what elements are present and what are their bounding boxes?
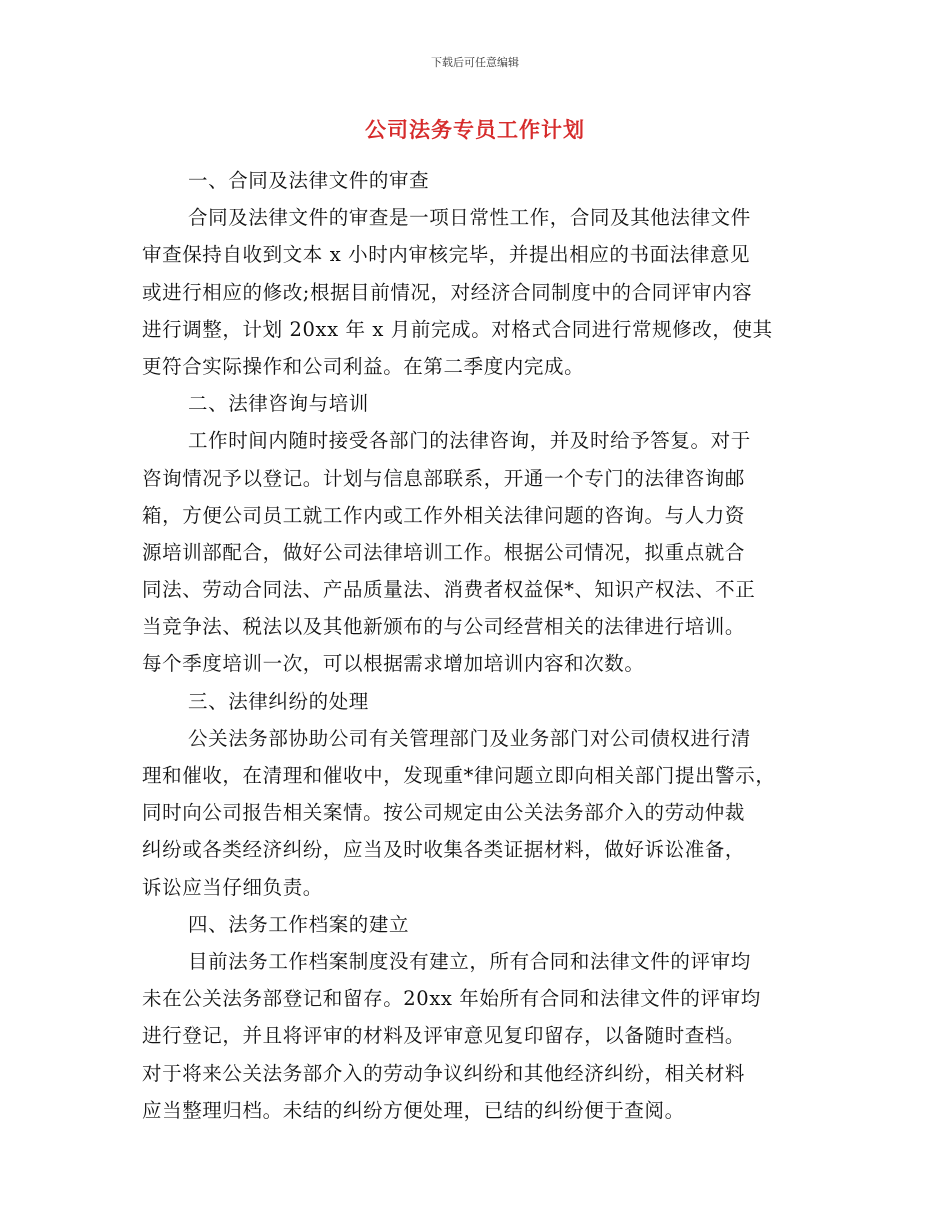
- paragraph-line: 诉讼应当仔细负责。: [142, 875, 323, 899]
- paragraph-line: 或进行相应的修改;根据目前情况，对经济合同制度中的合同评审内容: [142, 280, 753, 304]
- paragraph-line: 理和催收，在清理和催收中，发现重*律问题立即向相关部门提出警示，: [142, 764, 776, 787]
- paragraph-line: 对于将来公关法务部介入的劳动争议纠纷和其他经济纠纷，相关材料: [142, 1061, 746, 1085]
- paragraph-line: 同时向公司报告相关案情。按公司规定由公关法务部介入的劳动仲裁: [142, 801, 746, 825]
- paragraph-line: 咨询情况予以登记。计划与信息部联系，开通一个专门的法律咨询邮: [142, 466, 746, 490]
- paragraph-line: 纠纷或各类经济纠纷，应当及时收集各类证据材料，做好诉讼准备，: [142, 838, 746, 862]
- paragraph-line: 目前法务工作档案制度没有建立，所有合同和法律文件的评审均: [188, 949, 751, 973]
- paragraph-line: 应当整理归档。未结的纠纷方便处理，已结的纠纷便于查阅。: [142, 1098, 685, 1122]
- paragraph-line: 同法、劳动合同法、产品质量法、消费者权益保*、知识产权法、不正: [142, 578, 756, 602]
- paragraph-line: 进行调整，计划 20xx 年 x 月前完成。对格式合同进行常规修改，使其: [142, 317, 773, 341]
- section-heading-4: 四、法务工作档案的建立: [188, 912, 410, 936]
- paragraph-line: 源培训部配合，做好公司法律培训工作。根据公司情况，拟重点就合: [142, 540, 746, 564]
- paragraph-line: 审查保持自收到文本 x 小时内审核完毕，并提出相应的书面法律意见: [142, 243, 751, 267]
- section-heading-2: 二、法律咨询与培训: [188, 392, 369, 416]
- paragraph-line: 公关法务部协助公司有关管理部门及业务部门对公司债权进行清: [188, 726, 751, 750]
- paragraph-line: 工作时间内随时接受各部门的法律咨询，并及时给予答复。对于: [188, 429, 751, 453]
- document-title: 公司法务专员工作计划: [365, 118, 585, 142]
- paragraph-line: 进行登记，并且将评审的材料及评审意见复印留存，以备随时查档。: [142, 1024, 746, 1048]
- section-heading-1: 一、合同及法律文件的审查: [188, 169, 430, 192]
- section-heading-3: 三、法律纠纷的处理: [188, 689, 369, 713]
- paragraph-line: 当竞争法、税法以及其他新颁布的与公司经营相关的法律进行培训。: [142, 615, 746, 639]
- paragraph-line: 更符合实际操作和公司利益。在第二季度内完成。: [142, 354, 585, 378]
- paragraph-line: 未在公关法务部登记和留存。20xx 年始所有合同和法律文件的评审均: [142, 987, 761, 1011]
- header-note: 下载后可任意编辑: [431, 56, 519, 69]
- document-body: [142, 162, 812, 1129]
- paragraph-line: 箱，方便公司员工就工作内或工作外相关法律问题的咨询。与人力资: [142, 503, 746, 527]
- paragraph-line: 合同及法律文件的审查是一项日常性工作，合同及其他法律文件: [188, 206, 751, 230]
- paragraph-line: 每个季度培训一次，可以根据需求增加培训内容和次数。: [142, 652, 645, 676]
